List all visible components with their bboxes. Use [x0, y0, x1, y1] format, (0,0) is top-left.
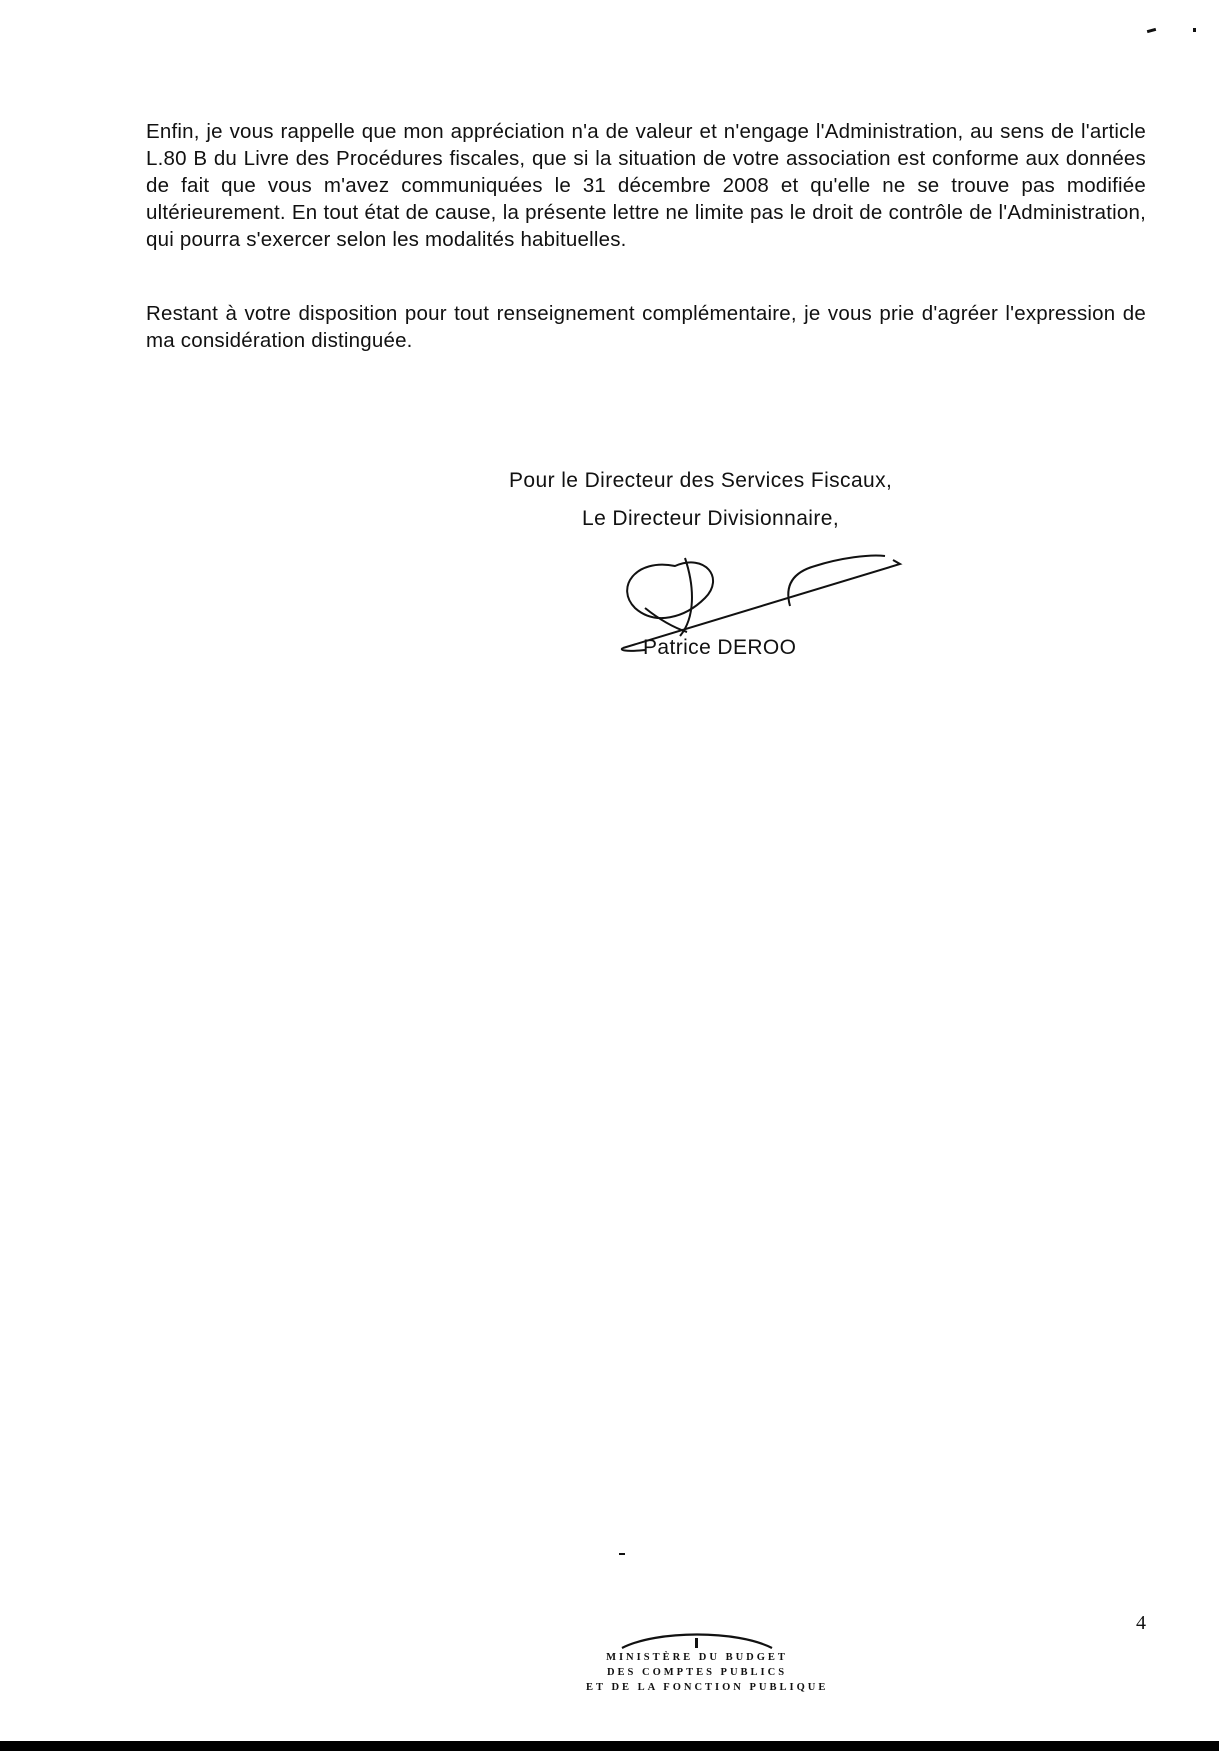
- scan-speck: [619, 1553, 625, 1555]
- ministry-line-3: ET DE LA FONCTION PUBLIQUE: [586, 1682, 829, 1693]
- ministry-line-1: MINISTÈRE DU BUDGET: [606, 1652, 788, 1663]
- ministry-arc-emblem: [617, 1624, 777, 1650]
- scan-bottom-edge: [0, 1741, 1219, 1751]
- closing-paragraph-validity: Enfin, je vous rappelle que mon appréciation n'a de valeur et n'engage l'Administration, au sens de l'article L.80 B du Livre des Procédures fiscales, que si la situation de votre association est conforme aux données de fait que vous m'avez communiquées le 31 décembre 2008 et qu'elle ne se trouve pas modifiée ultérieurement. En tout état de cause, la présente lettre ne limite pas le droit de contrôle de l'Administration, qui pourra s'exercer selon les modalités habituelles.: [146, 120, 1146, 251]
- signatory-name: Patrice DEROO: [643, 636, 797, 659]
- scan-speck: [1193, 28, 1196, 32]
- ministry-line-2: DES COMPTES PUBLICS: [606, 1667, 788, 1678]
- page-number: 4: [1136, 1612, 1146, 1634]
- ministry-logo: [586, 1624, 829, 1695]
- signatory-title-line-1: Pour le Directeur des Services Fiscaux,: [509, 469, 893, 492]
- scan-speck: [1147, 28, 1156, 33]
- closing-paragraph-courtesy: Restant à votre disposition pour tout renseignement complémentaire, je vous prie d'agréer l'expression de ma considération distinguée.: [146, 302, 1146, 352]
- signatory-title-line-2: Le Directeur Divisionnaire,: [582, 507, 840, 530]
